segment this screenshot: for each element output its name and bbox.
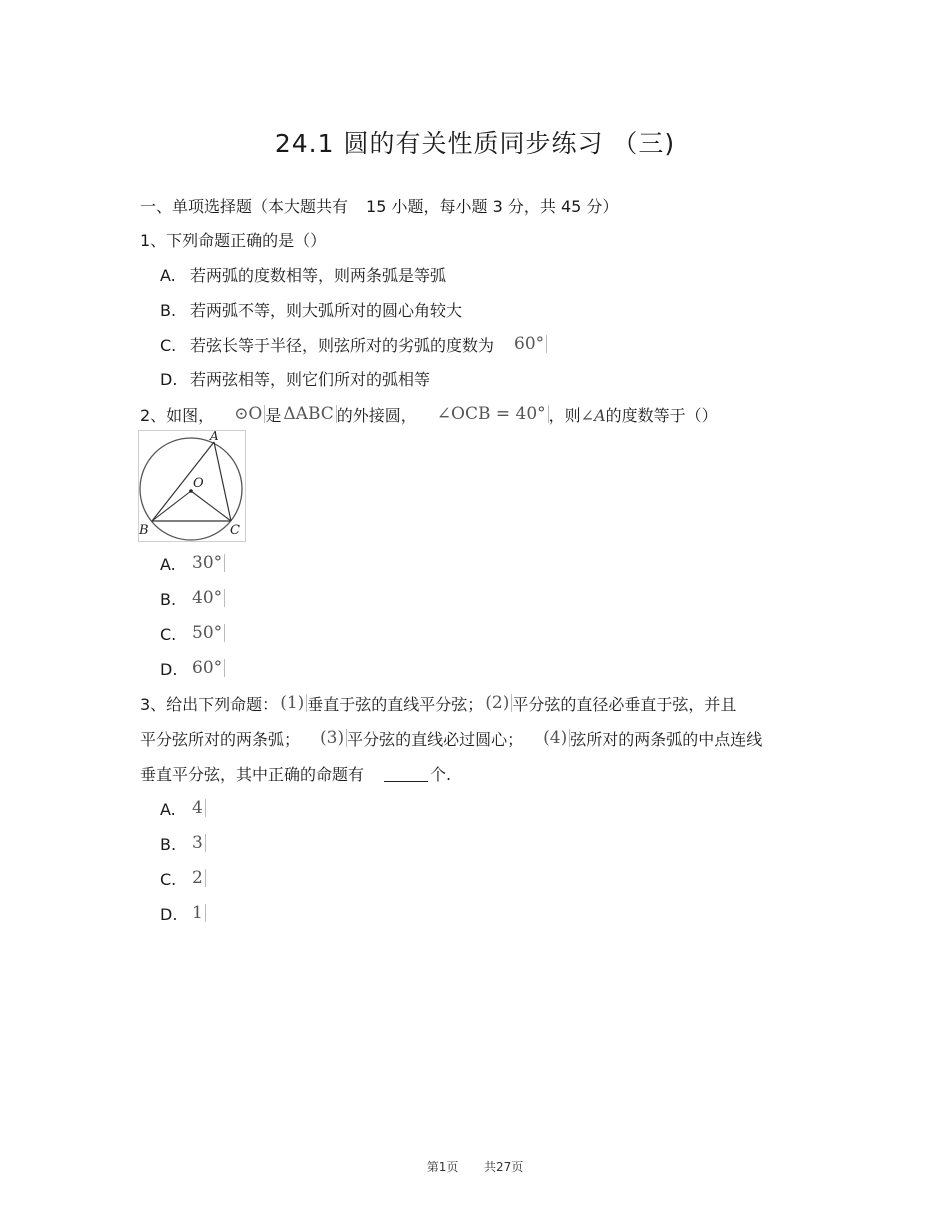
page-footer — [0, 1158, 950, 1175]
section-text-2: 小题，每小题 — [391, 197, 488, 216]
q3-text: 个. — [430, 765, 452, 784]
option-math: 50° — [190, 624, 225, 642]
q3-option-d[interactable] — [160, 903, 206, 927]
q2-circle-symbol: ⊙O — [232, 405, 265, 423]
section-text-4: 分） — [586, 197, 619, 216]
q1-option-b[interactable] — [160, 299, 462, 323]
option-letter: C. — [160, 625, 177, 644]
q2-prefix: 2、如图， — [140, 406, 215, 425]
q3-text: 弦所对的两条弧的中点连线 — [570, 730, 763, 749]
option-text: 若两弦相等，则它们所对的弧相等 — [190, 370, 431, 389]
q3-text: 垂直平分弦，其中正确的命题有 — [140, 765, 365, 784]
option-math: 2 — [190, 869, 206, 887]
q1-option-d[interactable] — [160, 368, 430, 392]
option-math: 1 — [190, 904, 206, 922]
q3-option-c[interactable] — [160, 868, 206, 892]
option-text: 若两弧不等，则大弧所对的圆心角较大 — [190, 301, 463, 320]
option-math: 60° — [190, 659, 225, 677]
option-letter: C. — [160, 336, 177, 355]
q3-text: 垂直于弦的直线平分弦； — [307, 695, 484, 714]
option-math: 30° — [190, 554, 225, 572]
total-points: 45 — [560, 197, 582, 216]
option-letter: B. — [160, 301, 177, 320]
section-heading-text: 一、单项选择题（本大题共有 — [140, 197, 349, 216]
page-title: 24.1 圆的有关性质同步练习 （三) — [274, 129, 676, 158]
q1-option-c[interactable] — [160, 334, 547, 358]
q2-text-1: 是 — [265, 406, 282, 425]
question-count: 15 — [366, 197, 387, 216]
label-o: O — [193, 476, 204, 491]
q3-text: 3、给出下列命题： — [140, 695, 279, 714]
q2-text-4: 的度数等于（） — [605, 406, 718, 425]
q1-stem: 1、下列命题正确的是（） — [140, 231, 327, 250]
option-letter: A. — [160, 800, 176, 819]
q3-option-a[interactable] — [160, 798, 206, 822]
option-letter: D. — [160, 660, 178, 679]
page-number: 第1页 — [426, 1160, 459, 1174]
q3-stem-line-1 — [140, 693, 736, 717]
option-math: 3 — [190, 834, 206, 852]
label-b: B — [139, 523, 149, 538]
label-c: C — [230, 523, 240, 538]
q2-option-c[interactable] — [160, 623, 225, 647]
option-text: 若弦长等于半径，则弦所对的劣弧的度数为 — [190, 336, 495, 355]
q2-angle-a: ∠A — [580, 406, 606, 425]
label-a: A — [210, 431, 219, 443]
option-letter: A. — [160, 555, 176, 574]
side-ab — [152, 442, 214, 521]
option-math: 40° — [190, 589, 225, 607]
proposition-3-marker: (3) — [318, 729, 347, 747]
circle-figure — [138, 430, 246, 542]
points-each: 3 — [492, 197, 503, 216]
q1-option-a[interactable] — [160, 264, 446, 288]
q2-angle-ocb: ∠OCB = 40° — [435, 405, 549, 423]
option-letter: A. — [160, 266, 176, 285]
option-letter: D. — [160, 370, 178, 389]
circumcircle — [140, 438, 242, 540]
proposition-1-marker: (1) — [278, 694, 307, 712]
section-heading — [140, 195, 618, 219]
q3-text: 平分弦的直径必垂直于弦，并且 — [512, 695, 737, 714]
page-total: 共27页 — [484, 1160, 524, 1174]
option-letter: B. — [160, 590, 177, 609]
q3-stem-line-3 — [140, 763, 451, 787]
q2-text-3: ，则 — [548, 406, 581, 425]
option-letter: C. — [160, 870, 177, 889]
option-letter: B. — [160, 835, 177, 854]
q2-text-2: 的外接圆， — [336, 406, 417, 425]
option-math: 60° — [512, 335, 547, 353]
q2-option-b[interactable] — [160, 588, 225, 612]
section-text-3: 分，共 — [507, 197, 556, 216]
q3-stem-line-2 — [140, 728, 762, 752]
proposition-4-marker: (4) — [541, 729, 570, 747]
option-text: 若两弧的度数相等，则两条弧是等弧 — [190, 266, 447, 285]
q2-stem — [140, 404, 718, 428]
option-letter: D. — [160, 905, 178, 924]
circle-diagram — [139, 431, 245, 541]
option-math: 4 — [190, 799, 206, 817]
q2-triangle-symbol: ΔABC — [281, 405, 336, 423]
answer-blank[interactable] — [384, 765, 428, 782]
proposition-2-marker: (2) — [483, 694, 512, 712]
q2-option-a[interactable] — [160, 553, 225, 577]
q3-text: 平分弦的直线必过圆心； — [347, 730, 524, 749]
q3-option-b[interactable] — [160, 833, 206, 857]
q2-option-d[interactable] — [160, 658, 225, 682]
q3-text: 平分弦所对的两条弧； — [140, 730, 301, 749]
